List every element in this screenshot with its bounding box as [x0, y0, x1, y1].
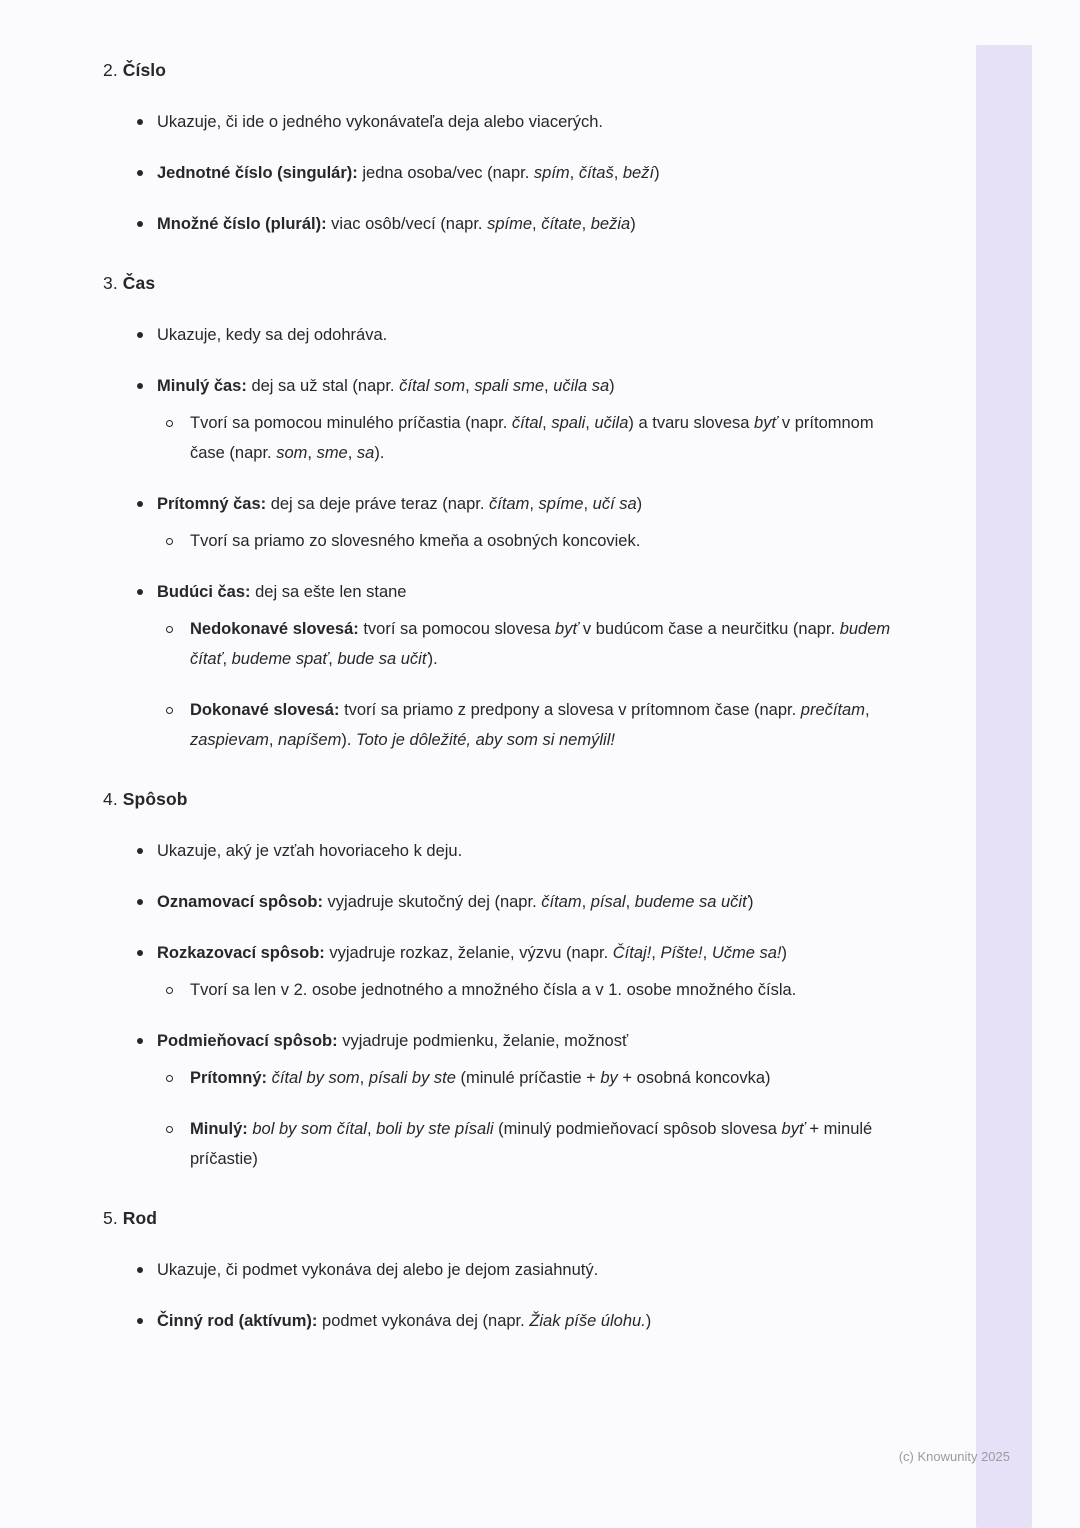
text-segment: (minulé príčastie +: [455, 1069, 601, 1087]
list-item-text: [190, 1069, 771, 1087]
text-segment: ,: [581, 215, 591, 233]
section-heading: [103, 267, 895, 299]
text-segment: budem čítať: [190, 620, 891, 668]
bullet-marker: [166, 1075, 173, 1082]
text-segment: bežia: [590, 215, 631, 233]
text-segment: Prítomný:: [190, 1069, 268, 1087]
list-item-text: [157, 215, 636, 233]
text-segment: + osobná koncovka): [617, 1069, 771, 1087]
list-item: [103, 209, 895, 239]
text-segment: ): [654, 164, 660, 182]
list-item-text: [190, 981, 796, 999]
text-segment: spíme: [487, 215, 533, 233]
sub-list-item: [103, 1114, 895, 1174]
text-segment: Ukazuje, kedy sa dej odohráva.: [157, 326, 388, 344]
text-segment: Množné číslo (plurál):: [157, 215, 327, 233]
text-segment: ,: [465, 377, 475, 395]
text-segment: byť: [555, 620, 579, 638]
bullet-marker: [166, 987, 173, 994]
text-segment: dej sa už stal (napr.: [246, 377, 400, 395]
bullet-marker: [137, 899, 143, 905]
text-segment: dej sa deje práve teraz (napr.: [266, 495, 490, 513]
text-segment: Čítaj!: [612, 944, 652, 962]
list-item-text: [190, 414, 874, 462]
list-item: [103, 938, 895, 968]
heading-title: Čas: [122, 273, 156, 293]
copyright-footer: (c) Knowunity 2025: [898, 1449, 1010, 1464]
heading-title: Číslo: [122, 60, 167, 80]
text-segment: čítaš: [578, 164, 614, 182]
bullet-marker: [166, 1126, 173, 1133]
heading-number: 4.: [103, 789, 123, 809]
text-segment: Nedokonavé slovesá:: [190, 620, 359, 638]
text-segment: bude sa učiť: [337, 650, 428, 668]
text-segment: ,: [625, 893, 635, 911]
text-segment: Ukazuje, aký je vzťah hovoriaceho k deju.: [157, 842, 463, 860]
text-segment: učila: [594, 414, 629, 432]
text-segment: boli by ste písali: [376, 1120, 494, 1138]
text-segment: v prítomnom čase (napr.: [190, 414, 874, 462]
text-segment: ,: [569, 164, 579, 182]
bullet-marker: [166, 707, 173, 714]
list-item: [103, 1306, 895, 1336]
text-segment: beží: [622, 164, 655, 182]
list-item-text: [157, 113, 603, 131]
text-segment: ,: [583, 495, 593, 513]
text-segment: čítam: [541, 893, 582, 911]
bullet-marker: [137, 1267, 143, 1273]
text-segment: čítal: [511, 414, 543, 432]
bullet-marker: [166, 538, 173, 545]
list-item-text: [157, 842, 462, 860]
sub-list-item: [103, 975, 895, 1005]
list-item-text: [190, 1120, 872, 1168]
text-segment: Dokonavé slovesá:: [190, 701, 340, 719]
page-accent-bar: [976, 45, 1032, 1528]
text-segment: Minulý čas:: [157, 377, 247, 395]
list-item-text: [157, 326, 387, 344]
text-segment: učila sa: [553, 377, 610, 395]
text-segment: sa: [356, 444, 375, 462]
text-segment: prečítam: [800, 701, 865, 719]
text-segment: podmet vykonáva dej (napr.: [317, 1312, 530, 1330]
text-segment: spali: [551, 414, 586, 432]
text-segment: ,: [366, 1120, 377, 1138]
text-segment: ,: [268, 731, 279, 749]
text-segment: ).: [427, 650, 438, 668]
list-item-text: [157, 944, 787, 962]
bullet-marker: [137, 170, 143, 176]
text-segment: ): [781, 944, 787, 962]
text-segment: Toto je dôležité, aby som si nemýlil!: [356, 731, 615, 749]
bullet-marker: [137, 950, 143, 956]
sub-list-item: [103, 526, 895, 556]
list-item-text: [157, 495, 642, 513]
heading-title: Rod: [122, 1208, 158, 1228]
list-item: [103, 489, 895, 519]
list-item-text: [190, 701, 870, 749]
list-item-text: [190, 620, 890, 668]
text-segment: byť: [781, 1120, 805, 1138]
list-item-text: [157, 377, 615, 395]
text-segment: jedna osoba/vec (napr.: [357, 164, 534, 182]
text-segment: ,: [542, 414, 552, 432]
text-segment: by: [600, 1069, 618, 1087]
text-segment: ): [609, 377, 615, 395]
bullet-marker: [166, 420, 173, 427]
text-segment: spali sme: [474, 377, 545, 395]
heading-title: Spôsob: [122, 789, 188, 809]
list-item: [103, 107, 895, 137]
list-item: [103, 1255, 895, 1285]
text-segment: písal: [590, 893, 626, 911]
text-segment: ,: [222, 650, 232, 668]
text-segment: spím: [533, 164, 570, 182]
text-segment: ,: [307, 444, 317, 462]
text-segment: ,: [702, 944, 712, 962]
list-item-text: [157, 893, 753, 911]
text-segment: byť: [754, 414, 778, 432]
text-segment: Tvorí sa pomocou minulého príčastia (napr.: [190, 414, 512, 432]
bullet-marker: [137, 119, 143, 125]
bullet-marker: [137, 383, 143, 389]
bullet-marker: [137, 1318, 143, 1324]
text-segment: ,: [613, 164, 623, 182]
text-segment: čítam: [489, 495, 530, 513]
list-item-text: [157, 1032, 628, 1050]
list-item: [103, 577, 895, 607]
list-item-text: [157, 1261, 598, 1279]
text-segment: tvorí sa priamo z predpony a slovesa v prítomnom čase (napr.: [339, 701, 801, 719]
text-segment: spíme: [538, 495, 584, 513]
text-segment: Činný rod (aktívum):: [157, 1312, 318, 1330]
text-segment: budeme sa učiť: [634, 893, 748, 911]
text-segment: napíšem: [278, 731, 342, 749]
list-item: [103, 158, 895, 188]
text-segment: Píšte!: [660, 944, 703, 962]
text-segment: Žiak píše úlohu.: [529, 1312, 646, 1330]
text-segment: tvorí sa pomocou slovesa: [358, 620, 556, 638]
heading-number: 2.: [103, 60, 123, 80]
bullet-marker: [137, 1038, 143, 1044]
list-item-text: [157, 164, 660, 182]
list-item-text: [157, 1312, 651, 1330]
text-segment: písali by ste: [368, 1069, 456, 1087]
text-segment: ): [636, 495, 643, 513]
text-segment: vyjadruje skutočný dej (napr.: [322, 893, 542, 911]
text-segment: ,: [651, 944, 661, 962]
text-segment: ,: [585, 414, 595, 432]
list-item-text: [157, 583, 406, 601]
text-segment: ,: [544, 377, 554, 395]
text-segment: som: [276, 444, 308, 462]
sub-list-item: [103, 695, 895, 755]
text-segment: Budúci čas:: [157, 583, 251, 601]
section-heading: [103, 1202, 895, 1234]
bullet-marker: [137, 332, 143, 338]
text-segment: ,: [359, 1069, 369, 1087]
section-heading: [103, 54, 895, 86]
list-item: [103, 1026, 895, 1056]
bullet-marker: [166, 626, 173, 633]
text-segment: učí sa: [592, 495, 637, 513]
bullet-marker: [137, 848, 143, 854]
text-segment: Minulý:: [190, 1120, 248, 1138]
text-segment: + minulé príčastie): [190, 1120, 873, 1168]
bullet-marker: [137, 501, 143, 507]
sub-list-item: [103, 1063, 895, 1093]
sub-list-item: [103, 614, 895, 674]
text-segment: Tvorí sa len v 2. osobe jednotného a množného čísla a v 1. osobe množného čísla.: [190, 981, 797, 999]
text-segment: Učme sa!: [711, 944, 782, 962]
sub-list-item: [103, 408, 895, 468]
text-segment: vyjadruje podmienku, želanie, možnosť: [337, 1032, 629, 1050]
text-segment: vyjadruje rozkaz, želanie, výzvu (napr.: [324, 944, 613, 962]
text-segment: Oznamovací spôsob:: [157, 893, 323, 911]
text-segment: viac osôb/vecí (napr.: [326, 215, 488, 233]
text-segment: (minulý podmieňovací spôsob slovesa: [493, 1120, 782, 1138]
list-item: [103, 371, 895, 401]
text-segment: čítal by som: [271, 1069, 360, 1087]
text-segment: ) a tvaru slovesa: [628, 414, 755, 432]
text-segment: čítal som: [399, 377, 466, 395]
text-segment: ,: [347, 444, 357, 462]
text-segment: ).: [374, 444, 385, 462]
bullet-marker: [137, 589, 143, 595]
text-segment: sme: [316, 444, 348, 462]
text-segment: Prítomný čas:: [157, 495, 267, 513]
heading-number: 5.: [103, 1208, 123, 1228]
text-segment: Podmieňovací spôsob:: [157, 1032, 338, 1050]
text-segment: bol by som čítal: [252, 1120, 367, 1138]
text-segment: ,: [532, 215, 542, 233]
list-item: [103, 320, 895, 350]
heading-number: 3.: [103, 273, 123, 293]
text-segment: Tvorí sa priamo zo slovesného kmeňa a osobných koncoviek.: [190, 532, 641, 550]
text-segment: ,: [864, 701, 870, 719]
text-segment: ).: [341, 731, 357, 749]
list-item: [103, 887, 895, 917]
text-segment: ): [747, 893, 754, 911]
text-segment: ,: [581, 893, 591, 911]
text-segment: v budúcom čase a neurčitku (napr.: [578, 620, 840, 638]
text-segment: budeme spať: [231, 650, 329, 668]
list-item-text: [190, 532, 640, 550]
text-segment: Ukazuje, či podmet vykonáva dej alebo je dejom zasiahnutý.: [157, 1261, 599, 1279]
text-segment: ): [645, 1312, 652, 1330]
list-item: [103, 836, 895, 866]
text-segment: zaspievam: [190, 731, 269, 749]
text-segment: ): [630, 215, 636, 233]
text-segment: ,: [328, 650, 338, 668]
text-segment: Jednotné číslo (singulár):: [157, 164, 358, 182]
text-segment: ,: [529, 495, 539, 513]
text-segment: dej sa ešte len stane: [250, 583, 407, 601]
text-segment: Ukazuje, či ide o jedného vykonávateľa deja alebo viacerých.: [157, 113, 603, 131]
section-heading: [103, 783, 895, 815]
text-segment: Rozkazovací spôsob:: [157, 944, 325, 962]
bullet-marker: [137, 221, 143, 227]
text-segment: čítate: [541, 215, 582, 233]
document-content: [103, 54, 895, 1336]
